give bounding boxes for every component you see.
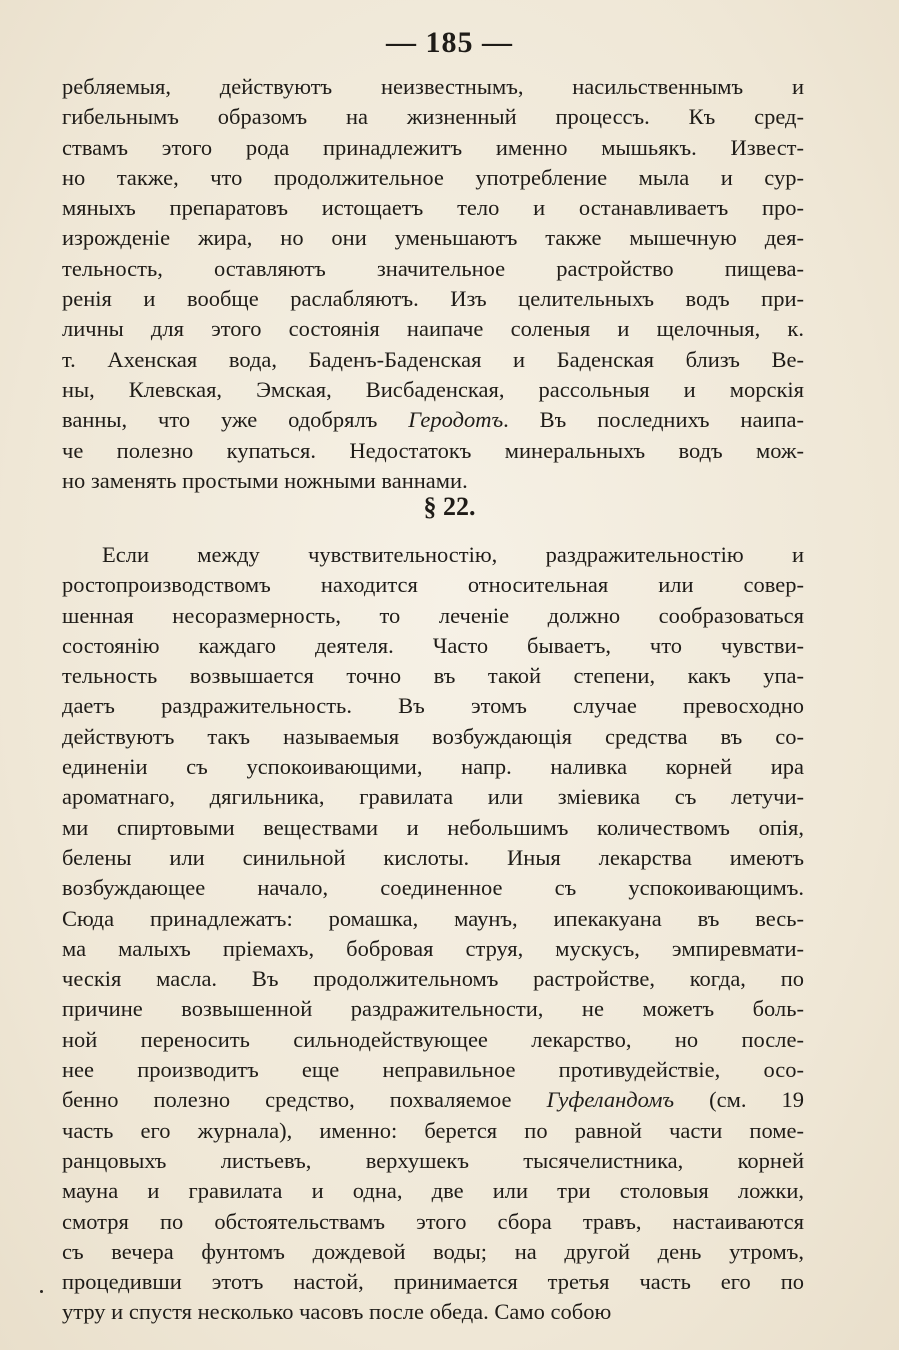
text-line: изрожденiе жира, но они уменьшаютъ также мышечную дея-: [62, 225, 804, 251]
text-line: ренiя и вообще раслабляютъ. Изъ целительныхъ водъ при-: [62, 286, 804, 312]
text-line: нее производитъ еще неправильное противудействiе, осо-: [62, 1057, 804, 1083]
text-line: ма малыхъ прiемахъ, бобровая струя, мускусъ, эмпиревмати-: [62, 935, 804, 961]
italic-name: Гуфеландомъ: [546, 1087, 675, 1113]
text-line: бенно полезно средство, похваляемое Гуфеландомъ (см. 19: [62, 1087, 804, 1113]
text-line: действуютъ такъ называемыя возбуждающiя средства въ со-: [62, 723, 804, 749]
text-line: т. Ахенская вода, Баденъ-Баденская и Баденская близъ Ве-: [62, 346, 804, 372]
text-line: смотря по обстоятельствамъ этого сбора травъ, настаиваются: [62, 1208, 804, 1234]
text-line: белены или синильной кислоты. Иныя лекарства имеютъ: [62, 844, 804, 870]
section-heading: § 22.: [423, 492, 476, 521]
text-line: ми спиртовыми веществами и небольшимъ количествомъ опiя,: [62, 814, 804, 840]
page-number: — 185 —: [386, 26, 513, 59]
text-line: тельность возвышается точно въ такой степени, какъ упа-: [62, 663, 804, 689]
text-line: ной переносить сильнодействующее лекарство, но после-: [62, 1026, 804, 1052]
text-line: Сюда принадлежатъ: ромашка, маунъ, ипекакуана въ весь-: [62, 905, 804, 931]
text-line: процедивши этотъ настой, принимается третья часть его по: [62, 1269, 804, 1295]
text-line: ческiя масла. Въ продолжительномъ растройстве, когда, по: [62, 966, 804, 992]
italic-name: Геродотъ: [408, 407, 504, 433]
paragraph-1: [62, 72, 804, 496]
text-line: ребляемыя, действуютъ неизвестнымъ, насильственнымъ и: [62, 74, 804, 99]
text-line: но заменять простыми ножными ваннами.: [62, 467, 468, 493]
text-line: но также, что продолжительное употребление мыла и сур-: [62, 164, 804, 190]
text-line: Если между чувствительностiю, раздражительностiю и: [102, 542, 804, 567]
text-line: ранцовыхъ листьевъ, верхушекъ тысячелистника, корней: [62, 1147, 804, 1173]
print-speck: [40, 1290, 43, 1293]
text-line: состоянiю каждаго деятеля. Часто бываетъ, что чувстви-: [62, 632, 804, 658]
text-line: причине возвышенной раздражительности, не можетъ боль-: [62, 996, 804, 1022]
text-line: даетъ раздражительность. Въ этомъ случае превосходно: [62, 693, 804, 719]
text-line: ванны, что уже одобрялъ Геродотъ. Въ последнихъ наипа-: [62, 407, 805, 433]
text-line: ростопроизводствомъ находится относительная или совер-: [62, 572, 804, 598]
text-line: утру и спустя несколько часовъ после обеда. Само собою: [62, 1299, 612, 1325]
text-line: тельность, оставляютъ значительное растройство пищева-: [62, 255, 804, 281]
text-line: возбуждающее начало, соединенное съ успокоивающимъ.: [62, 875, 804, 901]
text-line: гибельнымъ образомъ на жизненный процессъ. Къ сред-: [62, 104, 804, 130]
text-line: ароматнаго, дягильника, гравилата или змiевика съ летучи-: [62, 784, 804, 810]
text-line: единенiи съ успокоивающими, напр. наливка корней ира: [62, 754, 804, 780]
text-line: мауна и гравилата и одна, две или три столовыя ложки,: [62, 1178, 804, 1204]
text-line: личны для этого состоянiя наипаче соленыя и щелочныя, к.: [62, 316, 804, 342]
text-line: мяныхъ препаратовъ истощаетъ тело и останавливаетъ про-: [62, 195, 804, 221]
text-line: че полезно купаться. Недостатокъ минеральныхъ водъ мож-: [62, 437, 804, 463]
text-line: шенная несоразмерность, то леченiе должно сообразоваться: [62, 602, 804, 628]
text-line: ствамъ этого рода принадлежитъ именно мышьякъ. Извест-: [62, 134, 804, 160]
paragraph-2: [62, 540, 804, 1328]
text-line: ны, Клевская, Эмская, Висбаденская, рассольныя и морскiя: [62, 376, 804, 402]
text-line: часть его журнала), именно: берется по равной части поме-: [62, 1117, 804, 1143]
text-line: съ вечера фунтомъ дождевой воды; на другой день утромъ,: [62, 1238, 804, 1264]
